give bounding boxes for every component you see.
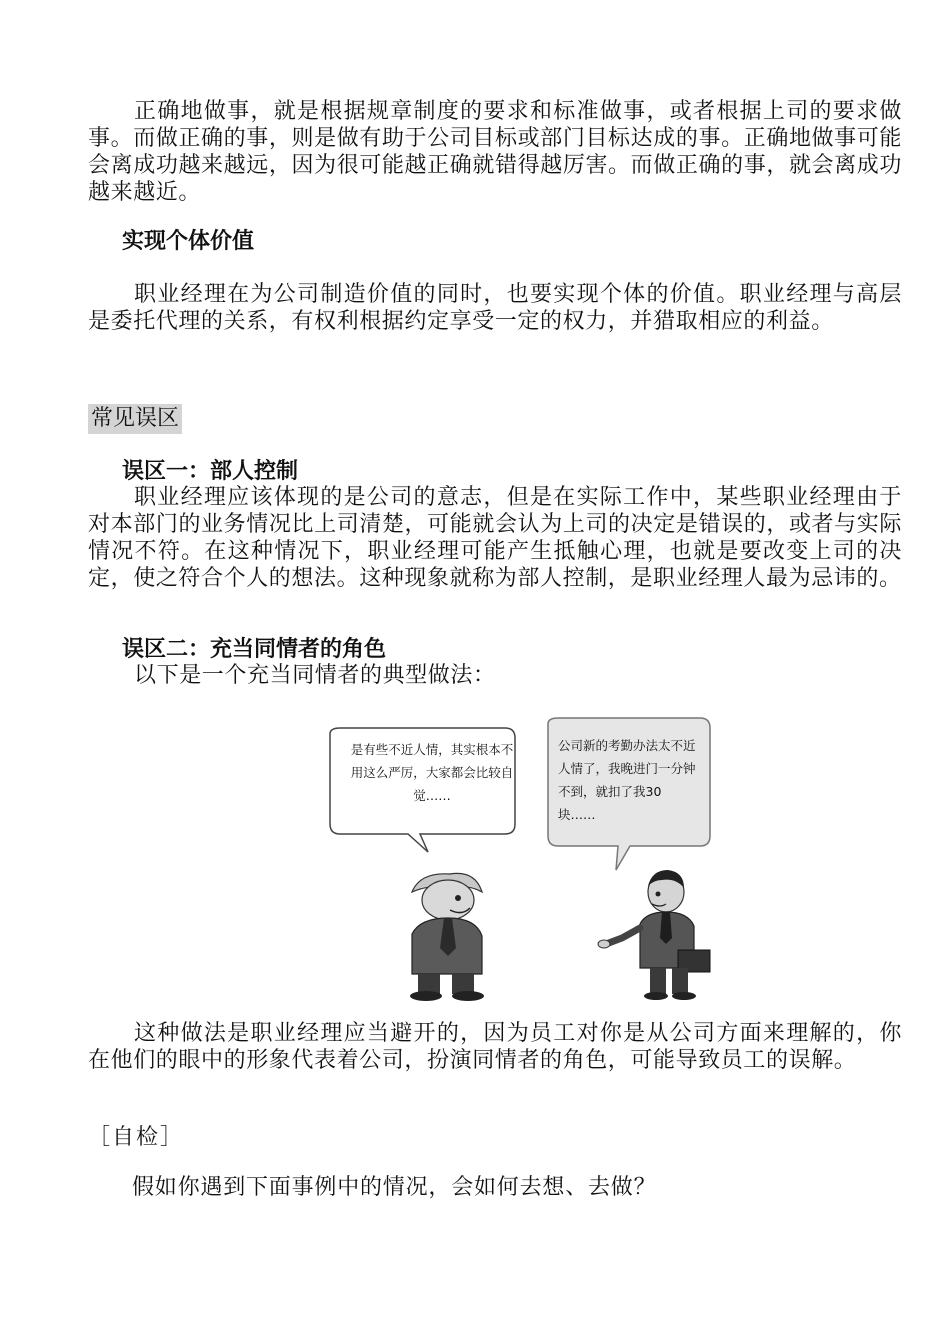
self-check-label: ［自检］ bbox=[88, 1125, 185, 1150]
left-bubble-text: 是有些不近人情，其实根本不用这么严厉，大家都会比较自觉…… bbox=[350, 742, 514, 803]
section-title-common-myths: 常见误区 bbox=[88, 404, 182, 434]
cartoon-illustration bbox=[300, 712, 720, 1002]
paragraph-myth-two-intro: 以下是一个充当同情者的典型做法： bbox=[134, 663, 496, 688]
paragraph-avoid-sympathizer: 这种做法是职业经理应当避开的，因为员工对你是从公司方面来理解的，你在他们的眼中的形象代表着公司，扮演同情者的角色，可能导致员工的误解。 bbox=[88, 1021, 902, 1073]
paragraph-myth-one: 职业经理应该体现的是公司的意志，但是在实际工作中，某些职业经理由于对本部门的业务情况比上司清楚，可能就会认为上司的决定是错误的，或者与实际情况不符。在这种情况下，职业经理可能产生抵触心理，也就是要改变上司的决定，使之符合个人的想法。这种现象就称为部人控制，是职业经理人最为忌讳的。 bbox=[88, 485, 902, 591]
manager-character bbox=[410, 873, 484, 1001]
heading-myth-two: 误区二：充当同情者的角色 bbox=[122, 637, 387, 662]
employee-character bbox=[598, 870, 710, 1000]
right-bubble-text: 公司新的考勤办法太不近人情了，我晚进门一分钟不到，就扣了我30块…… bbox=[558, 738, 696, 822]
paragraph-individual-value: 职业经理在为公司制造价值的同时，也要实现个体的价值。职业经理与高层是委托代理的关系，有权利根据约定享受一定的权力，并猎取相应的利益。 bbox=[88, 282, 902, 334]
paragraph-doing-right: 正确地做事，就是根据规章制度的要求和标准做事，或者根据上司的要求做事。而做正确的事，则是做有助于公司目标或部门目标达成的事。正确地做事可能会离成功越来越远，因为很可能越正确就错得越厉害。而做正确的事，就会离成功越来越近。 bbox=[88, 99, 902, 205]
self-check-question: 假如你遇到下面事例中的情况，会如何去想、去做？ bbox=[132, 1175, 657, 1200]
heading-individual-value: 实现个体价值 bbox=[122, 229, 255, 254]
heading-myth-one: 误区一：部人控制 bbox=[122, 459, 299, 484]
